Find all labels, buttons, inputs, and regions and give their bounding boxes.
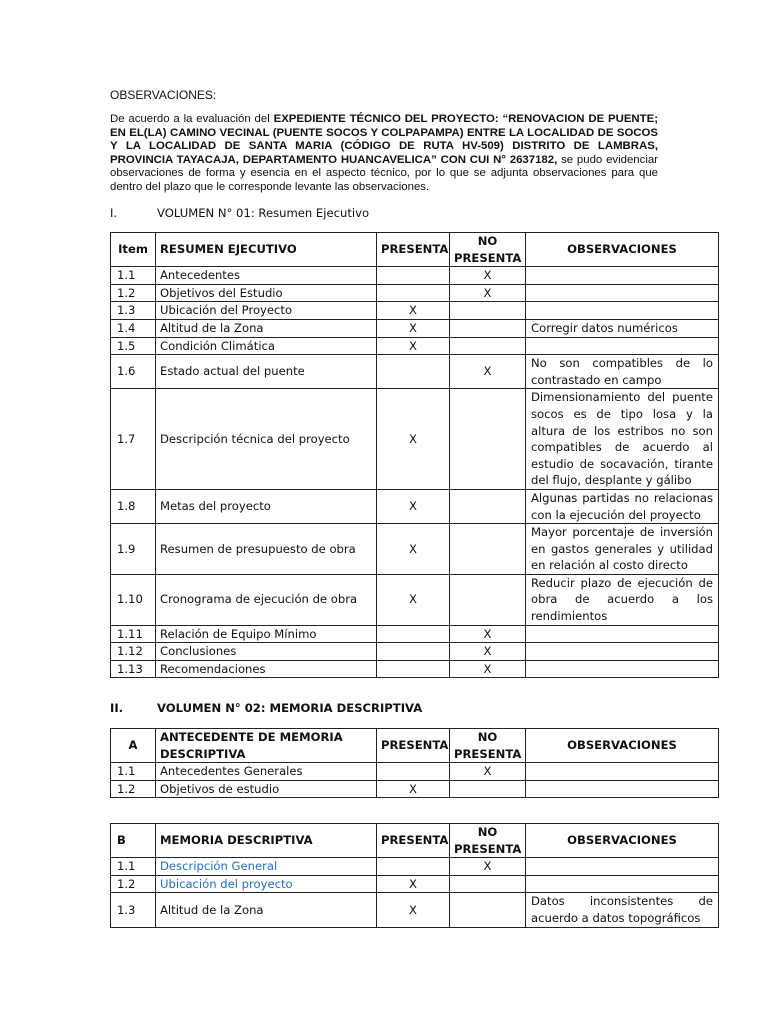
row-observation	[526, 267, 719, 285]
row-observation	[526, 858, 719, 876]
row-item-number: 1.3	[111, 302, 156, 320]
row-no-presenta-mark	[450, 893, 526, 927]
row-observation	[526, 284, 719, 302]
row-presenta-mark: X	[377, 302, 450, 320]
row-description: Conclusiones	[156, 643, 377, 661]
col-header-item: Item	[111, 233, 156, 267]
section-1-title: VOLUMEN N° 01: Resumen Ejecutivo	[157, 206, 370, 220]
row-presenta-mark	[377, 858, 450, 876]
row-no-presenta-mark: X	[450, 660, 526, 678]
row-presenta-mark	[377, 625, 450, 643]
row-no-presenta-mark	[450, 337, 526, 355]
table-row	[111, 284, 719, 302]
row-item-number: 1.8	[111, 489, 156, 523]
table-row	[111, 319, 719, 337]
memoria-descriptiva-table	[110, 823, 719, 928]
row-description: Antecedentes	[156, 267, 377, 285]
row-item-number: 1.1	[111, 267, 156, 285]
row-description: Condición Climática	[156, 337, 377, 355]
row-description: Cronograma de ejecución de obra	[156, 574, 377, 625]
col-header-presenta: PRESENTA	[377, 233, 450, 267]
row-presenta-mark	[377, 763, 450, 781]
col-header-no-presenta: NO PRESENTA	[450, 824, 526, 858]
row-description: Altitud de la Zona	[156, 893, 377, 927]
row-description: Metas del proyecto	[156, 489, 377, 523]
table-header-row	[111, 729, 719, 763]
intro-paragraph	[110, 113, 658, 195]
col-header-resumen: RESUMEN EJECUTIVO	[156, 233, 377, 267]
row-presenta-mark: X	[377, 524, 450, 575]
table-row	[111, 389, 719, 490]
row-observation	[526, 302, 719, 320]
intro-project-title: EXPEDIENTE TÉCNICO DEL PROYECTO: “RENOVACION DE PUENTE; EN EL(LA) CAMINO VECINAL (PUENTE SOCOS Y COLPAPAMPA) ENTRE LA LOCALIDAD DE SOCOS Y LA LOCALIDAD DE SANTA MARIA (CÓDIGO DE RUTA HV-509) DISTRITO DE LAMBRAS, PROVINCIA TAYACAJA, DEPARTAMENTO HUANCAVELICA” CON CUI N° 2637182,	[110, 113, 658, 166]
row-item-number: 1.6	[111, 355, 156, 389]
col-header-observaciones: OBSERVACIONES	[526, 233, 719, 267]
col-header-presenta: PRESENTA	[377, 824, 450, 858]
row-presenta-mark	[377, 660, 450, 678]
row-observation: Reducir plazo de ejecución de obra de acuerdo a los rendimientos	[526, 574, 719, 625]
col-header-presenta: PRESENTA	[377, 729, 450, 763]
col-header-observaciones: OBSERVACIONES	[526, 729, 719, 763]
row-presenta-mark: X	[377, 875, 450, 893]
row-item-number: 1.9	[111, 524, 156, 575]
col-header-no-presenta: NO PRESENTA	[450, 729, 526, 763]
col-header-section-letter: B	[111, 824, 156, 858]
table-row	[111, 337, 719, 355]
section-2-number: II.	[110, 701, 124, 715]
descripcion-general-link[interactable]: Descripción General	[156, 858, 377, 876]
row-observation	[526, 625, 719, 643]
row-description: Estado actual del puente	[156, 355, 377, 389]
table-row	[111, 893, 719, 927]
section-2-title: VOLUMEN N° 02: MEMORIA DESCRIPTIVA	[157, 701, 423, 715]
row-observation: Corregir datos numéricos	[526, 319, 719, 337]
row-no-presenta-mark	[450, 524, 526, 575]
row-item-number: 1.3	[111, 893, 156, 927]
row-description: Descripción técnica del proyecto	[156, 389, 377, 490]
row-item-number: 1.2	[111, 875, 156, 893]
table-row	[111, 302, 719, 320]
row-no-presenta-mark: X	[450, 267, 526, 285]
row-observation	[526, 780, 719, 798]
col-header-observaciones: OBSERVACIONES	[526, 824, 719, 858]
row-no-presenta-mark	[450, 319, 526, 337]
col-header-memoria: MEMORIA DESCRIPTIVA	[156, 824, 377, 858]
intro-closing-text: se pudo evidenciar observaciones de forma y esencia en el aspecto técnico, por lo que se adjunta observaciones para que dentro del plazo que le corresponde levante las observaciones.	[110, 153, 658, 193]
row-presenta-mark: X	[377, 780, 450, 798]
row-observation	[526, 660, 719, 678]
row-no-presenta-mark: X	[450, 763, 526, 781]
row-description: Relación de Equipo Mínimo	[156, 625, 377, 643]
row-presenta-mark	[377, 284, 450, 302]
row-no-presenta-mark: X	[450, 643, 526, 661]
table-row	[111, 524, 719, 575]
antecedente-memoria-table	[110, 728, 719, 798]
row-no-presenta-mark	[450, 875, 526, 893]
table-row	[111, 660, 719, 678]
row-presenta-mark: X	[377, 574, 450, 625]
row-description: Recomendaciones	[156, 660, 377, 678]
col-header-antecedente: ANTECEDENTE DE MEMORIA DESCRIPTIVA	[156, 729, 377, 763]
row-no-presenta-mark: X	[450, 625, 526, 643]
row-observation: No son compatibles de lo contrastado en campo	[526, 355, 719, 389]
col-header-section-letter: A	[111, 729, 156, 763]
row-item-number: 1.2	[111, 780, 156, 798]
table-row	[111, 875, 719, 893]
row-presenta-mark	[377, 267, 450, 285]
row-presenta-mark	[377, 643, 450, 661]
row-no-presenta-mark	[450, 389, 526, 490]
row-item-number: 1.7	[111, 389, 156, 490]
row-observation	[526, 337, 719, 355]
table-header-row	[111, 233, 719, 267]
row-item-number: 1.5	[111, 337, 156, 355]
row-description: Ubicación del Proyecto	[156, 302, 377, 320]
table-row	[111, 574, 719, 625]
row-no-presenta-mark	[450, 574, 526, 625]
row-description: Altitud de la Zona	[156, 319, 377, 337]
row-observation: Dimensionamiento del puente socos es de tipo losa y la altura de los estribos no son compatibles de acuerdo al estudio de socavación, tirante del flujo, desplante y gálibo	[526, 389, 719, 490]
table-row	[111, 858, 719, 876]
row-item-number: 1.12	[111, 643, 156, 661]
row-observation: Mayor porcentaje de inversión en gastos generales y utilidad en relación al costo directo	[526, 524, 719, 575]
row-no-presenta-mark: X	[450, 355, 526, 389]
table-row	[111, 489, 719, 523]
row-observation	[526, 643, 719, 661]
row-presenta-mark: X	[377, 337, 450, 355]
table-row	[111, 355, 719, 389]
section-1-number: I.	[110, 206, 118, 220]
row-item-number: 1.11	[111, 625, 156, 643]
col-header-no-presenta: NO PRESENTA	[450, 233, 526, 267]
observations-heading: OBSERVACIONES:	[110, 88, 217, 102]
row-no-presenta-mark	[450, 780, 526, 798]
table-row	[111, 780, 719, 798]
resumen-ejecutivo-table	[110, 232, 719, 678]
table-row	[111, 267, 719, 285]
ubicacion-proyecto-link[interactable]: Ubicación del proyecto	[156, 875, 377, 893]
row-item-number: 1.2	[111, 284, 156, 302]
row-no-presenta-mark: X	[450, 284, 526, 302]
row-observation: Datos inconsistentes de acuerdo a datos topográficos	[526, 893, 719, 927]
row-presenta-mark	[377, 355, 450, 389]
row-observation: Algunas partidas no relacionas con la ejecución del proyecto	[526, 489, 719, 523]
row-presenta-mark: X	[377, 489, 450, 523]
table-row	[111, 763, 719, 781]
row-description: Objetivos del Estudio	[156, 284, 377, 302]
row-item-number: 1.4	[111, 319, 156, 337]
table-header-row	[111, 824, 719, 858]
row-no-presenta-mark	[450, 302, 526, 320]
row-item-number: 1.10	[111, 574, 156, 625]
row-description: Resumen de presupuesto de obra	[156, 524, 377, 575]
row-no-presenta-mark	[450, 489, 526, 523]
intro-lead-text: De acuerdo a la evaluación del	[110, 113, 274, 125]
table-row	[111, 643, 719, 661]
row-observation	[526, 875, 719, 893]
row-presenta-mark: X	[377, 389, 450, 490]
table-row	[111, 625, 719, 643]
row-presenta-mark: X	[377, 319, 450, 337]
row-presenta-mark: X	[377, 893, 450, 927]
row-description: Objetivos de estudio	[156, 780, 377, 798]
row-item-number: 1.13	[111, 660, 156, 678]
row-item-number: 1.1	[111, 763, 156, 781]
row-observation	[526, 763, 719, 781]
row-item-number: 1.1	[111, 858, 156, 876]
row-no-presenta-mark: X	[450, 858, 526, 876]
row-description: Antecedentes Generales	[156, 763, 377, 781]
